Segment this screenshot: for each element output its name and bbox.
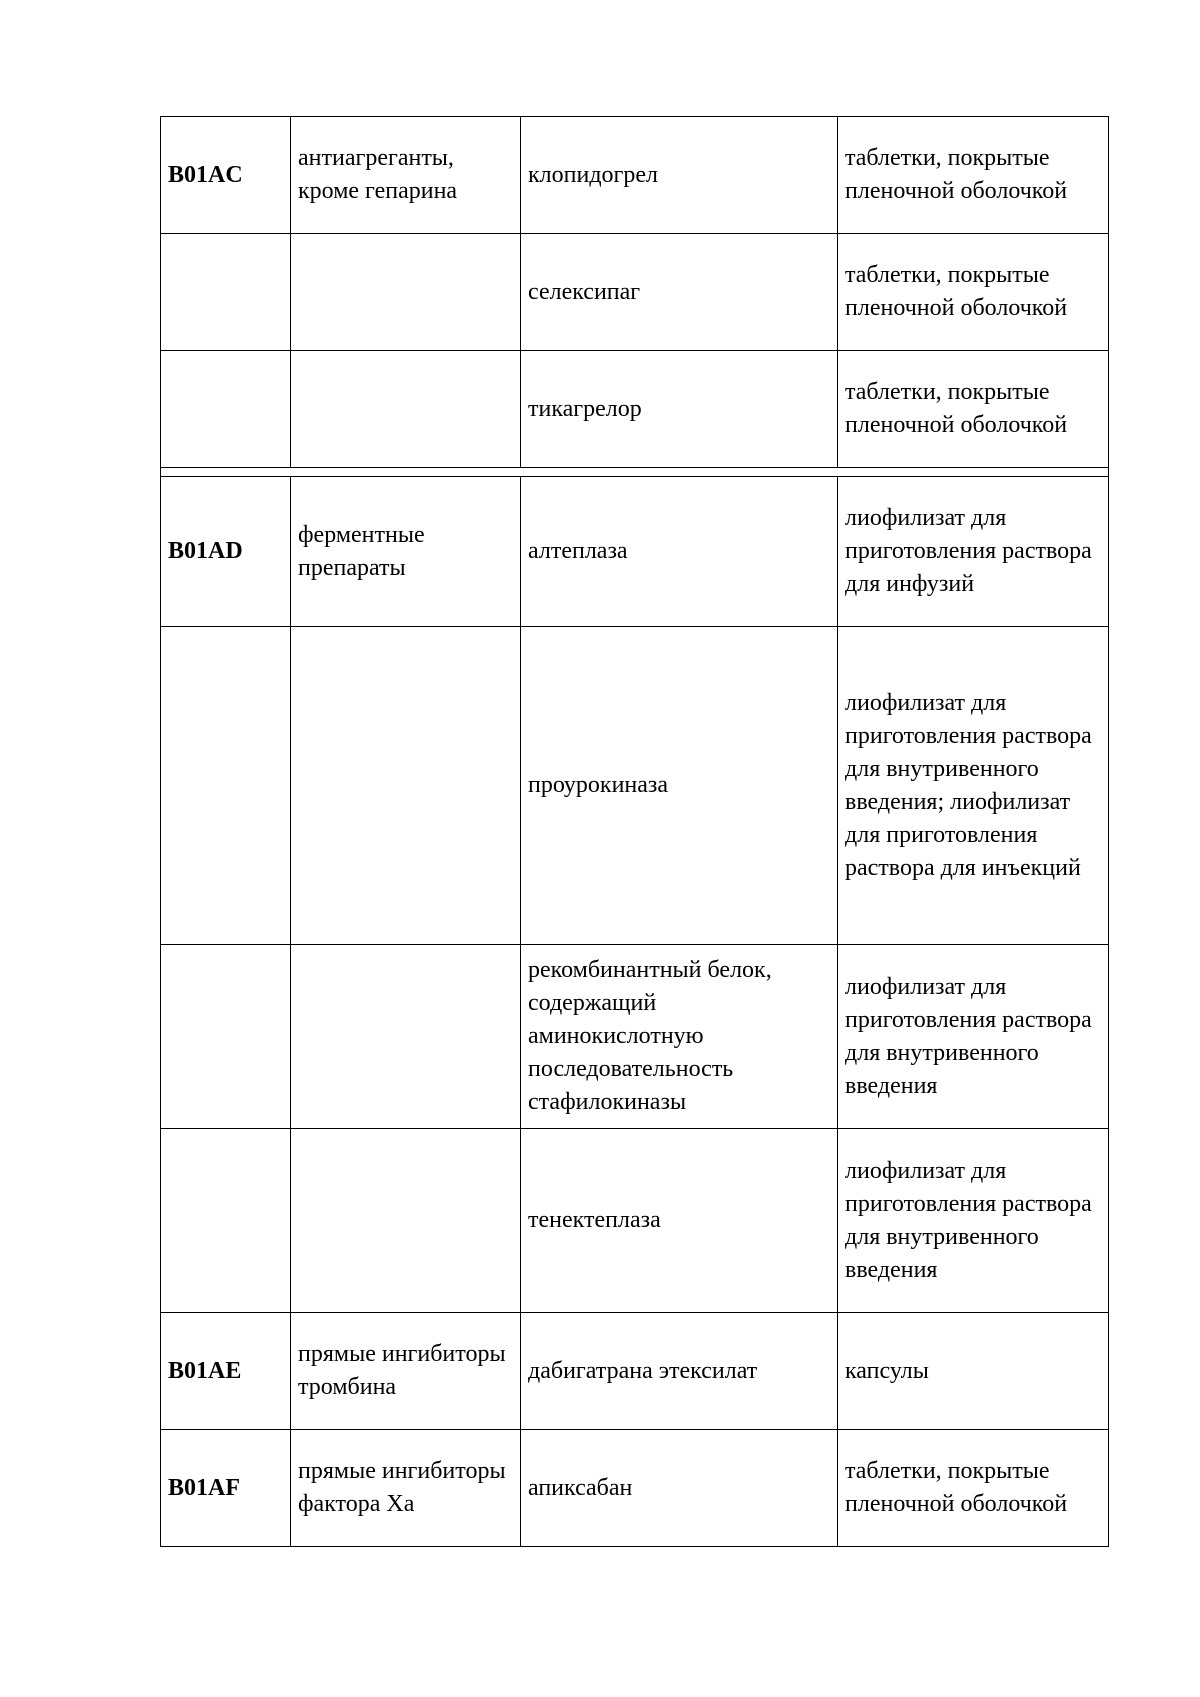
dosage-form: лиофилизат для приготовления раствора для внутривенного введения; лиофилизат для приготовления раствора для инъекций bbox=[838, 627, 1109, 945]
pharmacological-group: прямые ингибиторы тромбина bbox=[291, 1313, 521, 1430]
atc-code bbox=[161, 627, 291, 945]
atc-code: B01AD bbox=[161, 477, 291, 627]
pharmacological-group bbox=[291, 945, 521, 1129]
dosage-form: лиофилизат для приготовления раствора для внутривенного введения bbox=[838, 945, 1109, 1129]
pharmacological-group bbox=[291, 1129, 521, 1313]
table-row bbox=[161, 117, 1109, 234]
table-spacer-row bbox=[161, 468, 1109, 477]
table-row bbox=[161, 351, 1109, 468]
pharmacological-group: ферментные препараты bbox=[291, 477, 521, 627]
drug-table bbox=[160, 116, 1109, 1547]
table-row bbox=[161, 477, 1109, 627]
dosage-form: лиофилизат для приготовления раствора для внутривенного введения bbox=[838, 1129, 1109, 1313]
table-row bbox=[161, 1313, 1109, 1430]
atc-code bbox=[161, 234, 291, 351]
pharmacological-group bbox=[291, 351, 521, 468]
atc-code bbox=[161, 351, 291, 468]
pharmacological-group bbox=[291, 234, 521, 351]
pharmacological-group bbox=[291, 627, 521, 945]
dosage-form: капсулы bbox=[838, 1313, 1109, 1430]
drug-name: рекомбинантный белок, содержащий аминокислотную последовательность стафилокиназы bbox=[521, 945, 838, 1129]
drug-name: алтеплаза bbox=[521, 477, 838, 627]
dosage-form: таблетки, покрытые пленочной оболочкой bbox=[838, 117, 1109, 234]
table-row bbox=[161, 1430, 1109, 1547]
atc-code: B01AF bbox=[161, 1430, 291, 1547]
table-row bbox=[161, 945, 1109, 1129]
table-row bbox=[161, 1129, 1109, 1313]
drug-name: дабигатрана этексилат bbox=[521, 1313, 838, 1430]
dosage-form: лиофилизат для приготовления раствора для инфузий bbox=[838, 477, 1109, 627]
drug-name: проурокиназа bbox=[521, 627, 838, 945]
drug-name: клопидогрел bbox=[521, 117, 838, 234]
drug-name: селексипаг bbox=[521, 234, 838, 351]
dosage-form: таблетки, покрытые пленочной оболочкой bbox=[838, 351, 1109, 468]
atc-code: B01AC bbox=[161, 117, 291, 234]
drug-name: тенектеплаза bbox=[521, 1129, 838, 1313]
pharmacological-group: прямые ингибиторы фактора Xa bbox=[291, 1430, 521, 1547]
spacer-cell bbox=[161, 468, 1109, 477]
atc-code: B01AE bbox=[161, 1313, 291, 1430]
atc-code bbox=[161, 945, 291, 1129]
pharmacological-group: антиагреганты, кроме гепарина bbox=[291, 117, 521, 234]
dosage-form: таблетки, покрытые пленочной оболочкой bbox=[838, 234, 1109, 351]
table-row bbox=[161, 627, 1109, 945]
atc-code bbox=[161, 1129, 291, 1313]
dosage-form: таблетки, покрытые пленочной оболочкой bbox=[838, 1430, 1109, 1547]
drug-name: апиксабан bbox=[521, 1430, 838, 1547]
drug-name: тикагрелор bbox=[521, 351, 838, 468]
table-row bbox=[161, 234, 1109, 351]
